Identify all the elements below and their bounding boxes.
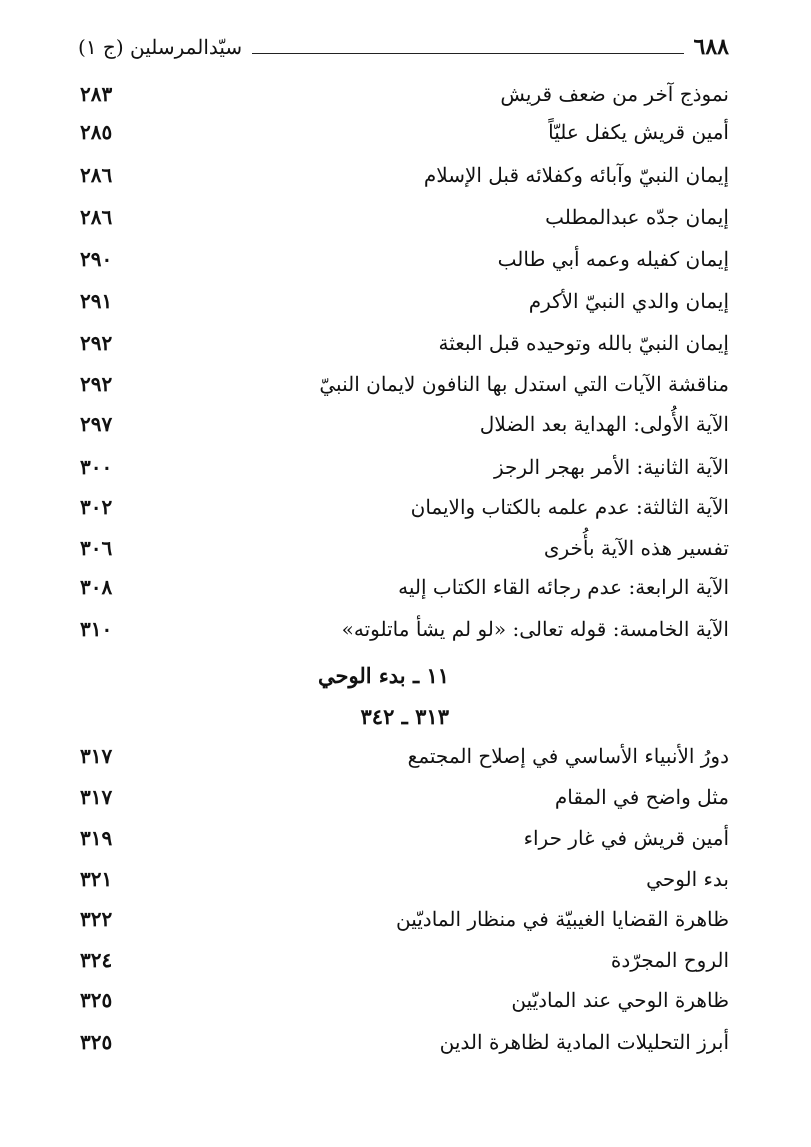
toc-entry bbox=[78, 155, 729, 195]
toc-entry bbox=[78, 818, 729, 858]
toc-entry-title: ظاهرة القضايا الغيبيّة في منظار الماديّين bbox=[395, 907, 729, 931]
toc-entry-page: ٣١٧ bbox=[80, 744, 113, 768]
toc-entry bbox=[78, 899, 729, 939]
toc-entry-title: بدء الوحي bbox=[646, 867, 729, 891]
toc-entry bbox=[78, 74, 729, 114]
toc-entry bbox=[78, 859, 729, 899]
toc-entry-title: مناقشة الآيات التي استدل بها النافون لايمان النبيّ bbox=[319, 372, 729, 396]
toc-entry bbox=[78, 736, 729, 776]
toc-entry-page: ٣١٧ bbox=[80, 785, 113, 809]
header-running-title: سيّدالمرسلين (ج ١) bbox=[78, 35, 243, 59]
toc-entry bbox=[78, 364, 729, 404]
toc-entry bbox=[78, 528, 729, 568]
toc-entry-page: ٢٨٥ bbox=[80, 120, 113, 144]
header-rule bbox=[252, 53, 683, 54]
toc-entry-title: تفسير هذه الآية بأُخرى bbox=[543, 536, 729, 560]
toc-entry bbox=[78, 980, 729, 1020]
toc-entry-title: ظاهرة الوحي عند الماديّين bbox=[511, 988, 729, 1012]
toc-entry bbox=[78, 281, 729, 321]
toc-entry-title: الآية الثالثة: عدم علمه بالكتاب والايمان bbox=[410, 495, 729, 519]
toc-entry bbox=[78, 609, 729, 649]
toc-entry-page: ٢٩٢ bbox=[80, 331, 113, 355]
toc-entry-title: إيمان النبيّ بالله وتوحيده قبل البعثة bbox=[438, 331, 729, 355]
toc-entry-page: ٢٩٠ bbox=[80, 247, 113, 271]
toc-entry-title: إيمان جدّه عبدالمطلب bbox=[545, 205, 729, 229]
section-heading: ١١ ـ بدء الوحي bbox=[318, 662, 449, 688]
toc-entry bbox=[78, 487, 729, 527]
toc-entry-title: الآية الثانية: الأمر بهجر الرجز bbox=[493, 455, 729, 479]
toc-entry bbox=[78, 112, 729, 152]
toc-entry-title: الآية الرابعة: عدم رجائه القاء الكتاب إليه bbox=[398, 575, 729, 599]
toc-entry-title: إيمان كفيله وعمه أبي طالب bbox=[497, 247, 729, 271]
toc-entry-page: ٣٠٦ bbox=[80, 536, 113, 560]
toc-entry-title: أمين قريش في غار حراء bbox=[523, 826, 729, 850]
toc-entry-page: ٣١٠ bbox=[80, 617, 113, 641]
toc-entry-title: إيمان النبيّ وآبائه وكفلائه قبل الإسلام bbox=[423, 163, 729, 187]
toc-entry-page: ٣٠٠ bbox=[80, 455, 113, 479]
toc-entry-page: ٣٢٤ bbox=[80, 948, 113, 972]
toc-entry-page: ٣٢١ bbox=[80, 867, 113, 891]
toc-entry bbox=[78, 404, 729, 444]
toc-entry-title: دورُ الأنبياء الأساسي في إصلاح المجتمع bbox=[407, 744, 729, 768]
running-header bbox=[78, 30, 729, 64]
toc-entry bbox=[78, 323, 729, 363]
toc-entry-title: الآية الخامسة: قوله تعالى: «لو لم يشأ ماتلوته» bbox=[341, 617, 729, 641]
toc-entry-title: نموذج آخر من ضعف قريش bbox=[500, 82, 729, 106]
toc-entry-page: ٣٠٨ bbox=[80, 575, 113, 599]
toc-entry-page: ٢٨٦ bbox=[80, 205, 113, 229]
toc-entry-page: ٢٩١ bbox=[80, 289, 113, 313]
toc-entry bbox=[78, 197, 729, 237]
toc-entry-title: أمين قريش يكفل عليّاً bbox=[548, 120, 729, 144]
toc-entry-title: الروح المجرّدة bbox=[610, 948, 729, 972]
toc-entry bbox=[78, 567, 729, 607]
toc-entry bbox=[78, 940, 729, 980]
toc-entry-title: الآية الأُولى: الهداية بعد الضلال bbox=[479, 412, 729, 436]
toc-entry bbox=[78, 239, 729, 279]
toc-entry-page: ٢٩٢ bbox=[80, 372, 113, 396]
section-page-range: ٣١٣ ـ ٣٤٢ bbox=[360, 703, 449, 729]
toc-entry-page: ٣٢٢ bbox=[80, 907, 113, 931]
toc-entry bbox=[78, 777, 729, 817]
toc-entry-page: ٣٢٥ bbox=[80, 988, 113, 1012]
toc-entry-page: ٣٢٥ bbox=[80, 1030, 113, 1054]
toc-entry-page: ٢٨٣ bbox=[80, 82, 113, 106]
toc-entry-page: ٢٨٦ bbox=[80, 163, 113, 187]
header-page-number: ٦٨٨ bbox=[693, 34, 729, 60]
toc-entry-title: إيمان والدي النبيّ الأكرم bbox=[528, 289, 729, 313]
toc-entry bbox=[78, 1022, 729, 1062]
toc-entry bbox=[78, 447, 729, 487]
toc-entry-page: ٢٩٧ bbox=[80, 412, 113, 436]
toc-entry-title: مثل واضح في المقام bbox=[554, 785, 729, 809]
toc-entry-page: ٣٠٢ bbox=[80, 495, 113, 519]
toc-entry-page: ٣١٩ bbox=[80, 826, 113, 850]
toc-entry-title: أبرز التحليلات المادية لظاهرة الدين bbox=[439, 1030, 729, 1054]
